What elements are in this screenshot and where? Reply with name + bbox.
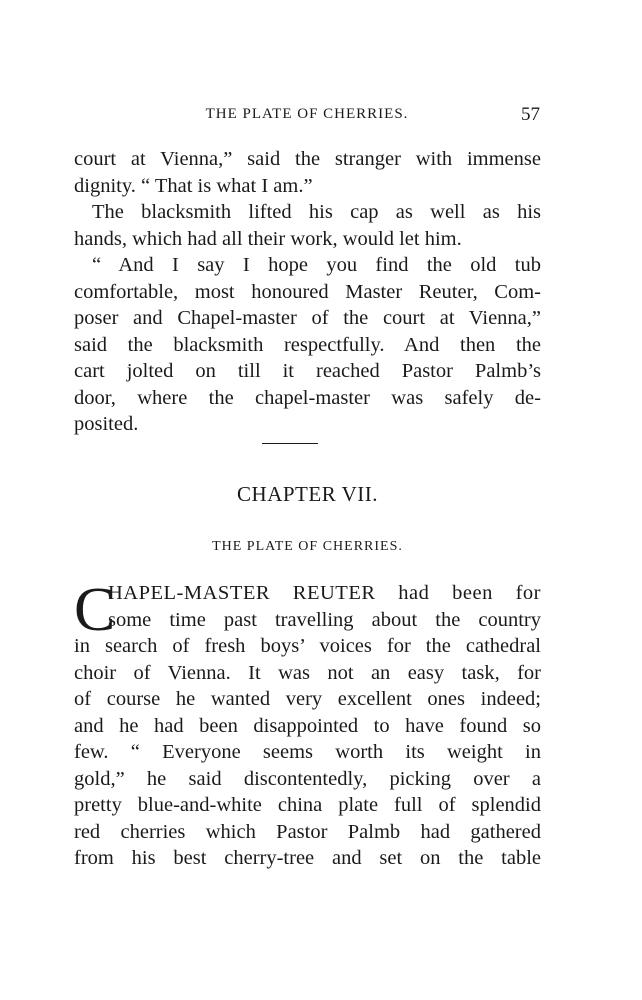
chapter-text [74,576,541,872]
continuation-text [74,146,541,438]
text-line: gold,” he said discontentedly, picking over a [74,767,541,790]
chapter-subheading: THE PLATE OF CHERRIES. [212,539,403,554]
text-line: comfortable, most honoured Master Reuter, Com- [74,280,541,303]
page-number: 57 [521,104,540,125]
text-line: said the blacksmith respectfully. And then the [74,333,541,356]
text-line: hands, which had all their work, would let him. [74,227,462,250]
running-head [74,104,540,128]
section-divider [262,443,318,444]
text-line: HAPEL-MASTER REUTER had been for [108,582,541,604]
text-line: court at Vienna,” said the stranger with immense [74,148,541,170]
text-line: dignity. “ That is what I am.” [74,174,313,197]
chapter-heading: CHAPTER VII. [237,482,378,506]
text-line: few. “ Everyone seems worth its weight in [74,741,541,763]
text-line: “ And I say I hope you find the old tub [92,254,541,276]
text-line: of course he wanted very excellent ones indeed; [74,688,541,710]
running-title: THE PLATE OF CHERRIES. [205,106,409,122]
text-line: in search of fresh boys’ voices for the cathedral [74,635,541,657]
text-line: cart jolted on till it reached Pastor Palmb’s [74,360,541,382]
text-line: The blacksmith lifted his cap as well as his [92,201,541,223]
text-line: poser and Chapel-master of the court at Vienna,” [74,307,541,329]
text-line: pretty blue-and-white china plate full of splendid [74,794,541,816]
text-line: some time past travelling about the country [108,608,541,631]
text-line: from his best cherry-tree and set on the table [74,847,541,869]
text-line: red cherries which Pastor Palmb had gathered [74,820,541,843]
text-line: posited. [74,413,139,435]
text-line: choir of Vienna. It was not an easy task, for [74,661,541,684]
text-line: door, where the chapel-master was safely de- [74,386,541,409]
drop-cap: C [74,576,116,644]
text-line: and he had been disappointed to have found so [74,714,541,737]
